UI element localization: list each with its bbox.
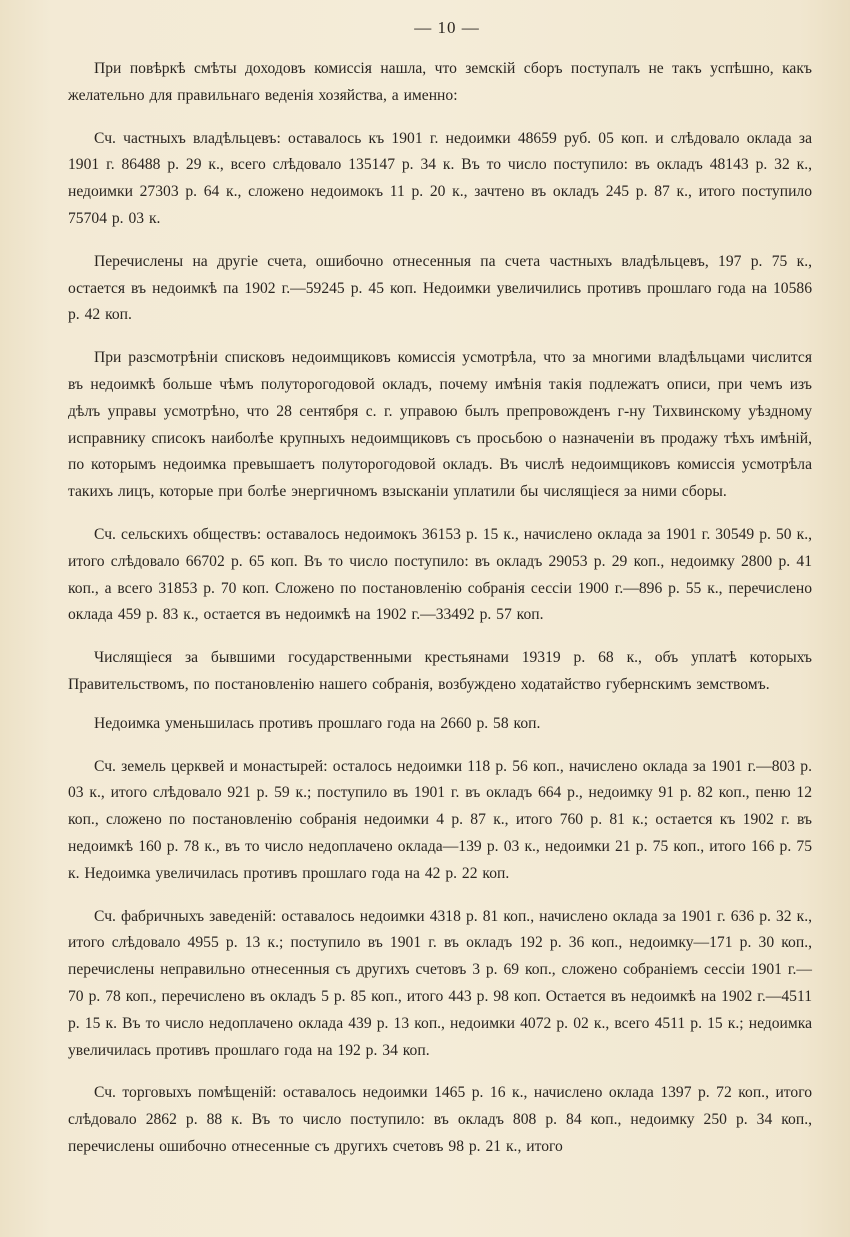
paragraph-church-lands: Сч. земель церквей и монастырей: осталось недоимки 118 р. 56 коп., начислено оклада за 1901 г.—803 р. 03 к., итого слѣдовало 921 р. 59 к.; поступило въ 1901 г. въ окладъ 664 р., недоимку 91 р. 82 коп., пеню 12 коп., сложено по постановленію собранія недоимки 4 р. 87 к., итого 760 р. 81 к.; остается къ 1902 г. въ недоимкѣ 160 р. 78 к., въ то число недоплачено оклада—139 р. 03 к., недоимки 21 р. 75 коп., итого 166 р. 75 к. Недоимка увеличилась противъ прошлаго года на 42 р. 22 коп. — [68, 757, 812, 882]
paragraph-debtor-lists: При разсмотрѣніи списковъ недоимщиковъ комиссія усмотрѣла, что за многими владѣльцами числится въ недоимкѣ больше чѣмъ полуторогодовой окладъ, почему имѣнія такія подлежатъ описи, при чемъ изъ дѣлъ управы усмотрѣно, что 28 сентября с. г. управою былъ препровожденъ г-ну Тихвинскому уѣздному исправнику списокъ наиболѣе крупныхъ недоимщиковъ съ просьбою о назначеніи въ продажу тѣхъ имѣній, по которымъ недоимка превышаетъ полуторогодовой окладъ. Въ числѣ недоимщиковъ комиссія усмотрѣла такихъ лицъ, которые при болѣе энергичномъ взысканіи уплатили бы числящіеся за ними сборы. — [68, 349, 812, 501]
paragraph-trade-premises: Сч. торговыхъ помѣщеній: оставалось недоимки 1465 р. 16 к., начислено оклада 1397 р. 72 коп., итого слѣдовало 2862 р. 88 к. Въ то число поступило: въ окладъ 808 р. 84 коп., недоимку 250 р. 34 коп., перечислены ошибочно отнесенные съ другихъ счетовъ 98 р. 21 к., итого — [68, 1084, 812, 1155]
paragraph-state-peasants: Числящіеся за бывшими государственными крестьянами 19319 р. 68 к., объ уплатѣ которыхъ Правительствомъ, по постановленію нашего собранія, возбуждено ходатайство губернскимъ земствомъ. — [68, 649, 812, 693]
paragraph-private-owners: Сч. частныхъ владѣльцевъ: оставалось къ 1901 г. недоимки 48659 руб. 05 коп. и слѣдовало оклада за 1901 г. 86488 р. 29 к., всего слѣдовало 135147 р. 34 к. Въ то число поступило: въ окладъ 48143 р. 32 к., недоимки 27303 р. 64 к., сложено недоимокъ 11 р. 20 к., зачтено въ окладъ 245 р. 87 к., итого поступило 75704 р. 03 к. — [68, 129, 812, 227]
paragraph-factories: Сч. фабричныхъ заведеній: оставалось недоимки 4318 р. 81 коп., начислено оклада за 1901 г. 636 р. 32 к., итого слѣдовало 4955 р. 13 к.; поступило въ 1901 г. въ окладъ 192 р. 36 коп., недоимку—171 р. 30 коп., перечислены неправильно отнесенныя съ другихъ счетовъ 3 р. 69 коп., сложено собраніемъ сессіи 1901 г.—70 р. 78 коп., перечислено въ окладъ 5 р. 85 коп., итого 443 р. 98 коп. Остается въ недоимкѣ на 1902 г.—4511 р. 15 к. Въ то число недоплачено оклада 439 р. 13 коп., недоимки 4072 р. 02 к., всего 4511 р. 15 к.; недоимка увеличилась противъ прошлаго года на 192 р. 34 коп. — [68, 907, 812, 1059]
paragraph-intro: При повѣркѣ смѣты доходовъ комиссія нашла, что земскій сборъ поступалъ не такъ успѣшно, какъ желательно для правильнаго веденія хозяйства, а именно: — [68, 60, 812, 104]
page-number: — 10 — — [414, 18, 480, 37]
paragraph-transfers: Перечислены на другіе счета, ошибочно отнесенныя па счета частныхъ владѣльцевъ, 197 р. 75 к., остается въ недоимкѣ па 1902 г.—59245 р. 45 коп. Недоимки увеличились противъ прошлаго года на 10586 р. 42 коп. — [68, 252, 812, 324]
paragraph-rural-communities: Сч. сельскихъ обществъ: оставалось недоимокъ 36153 р. 15 к., начислено оклада за 1901 г. 30549 р. 50 к., итого слѣдовало 66702 р. 65 коп. Въ то число поступило: въ окладъ 29053 р. 29 коп., недоимку 2800 р. 41 коп., а всего 31853 р. 70 коп. Сложено по постановленію собранія сессіи 1900 г.—896 р. 55 к., перечислено оклада 459 р. 83 к., остается въ недоимкѣ на 1902 г.—33492 р. 57 коп. — [68, 525, 812, 624]
paragraph-arrears-decrease: Недоимка уменьшилась противъ прошлаго года на 2660 р. 58 коп. — [94, 714, 541, 732]
